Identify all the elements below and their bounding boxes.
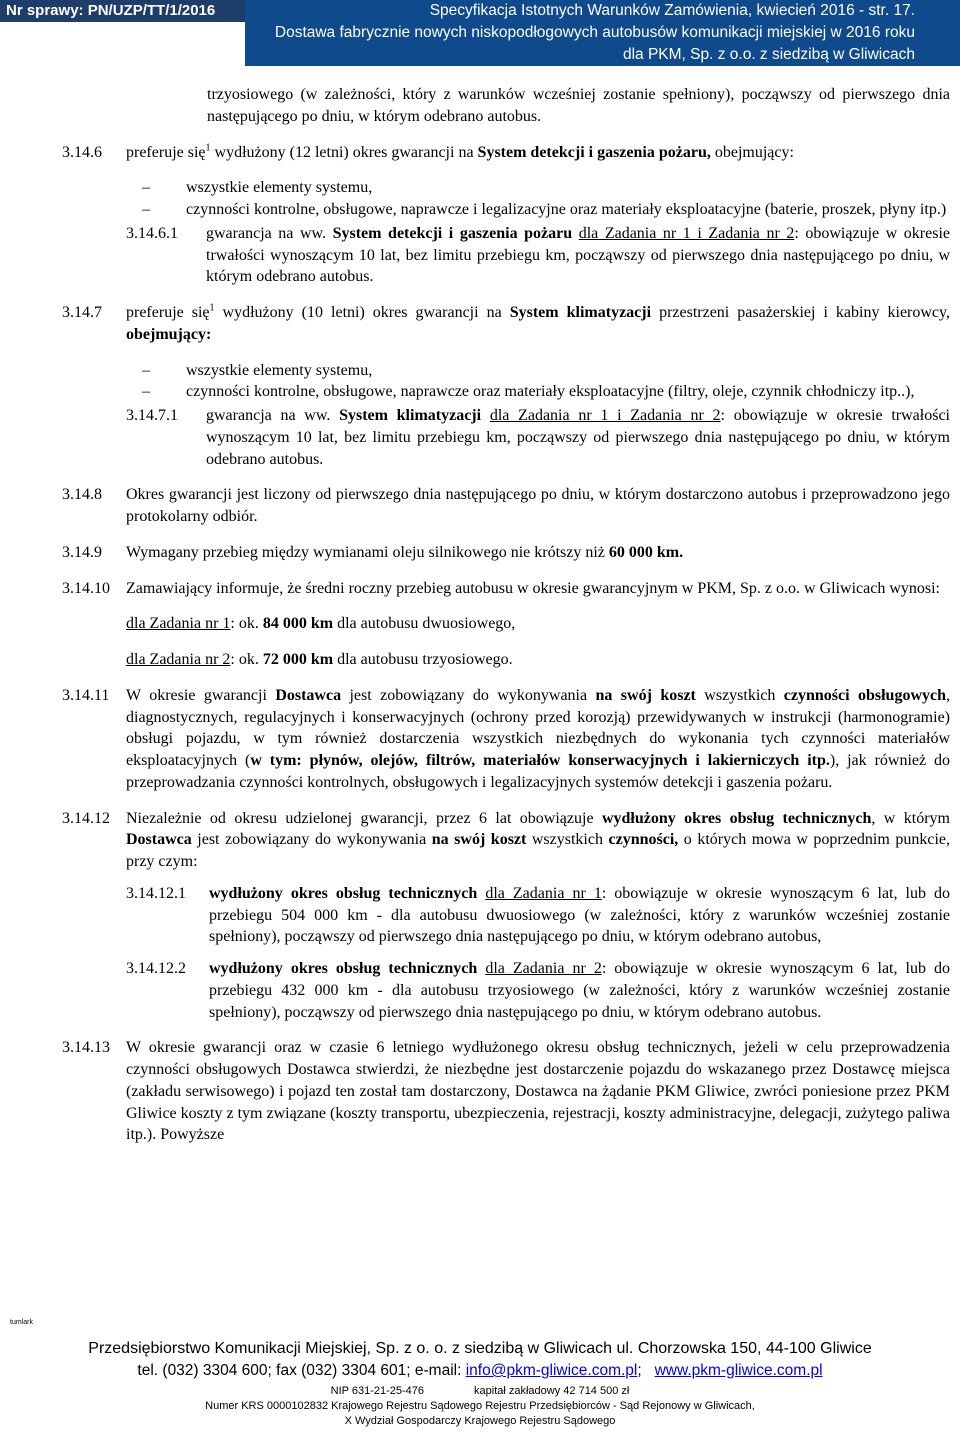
registration-line: NIP 631-21-25-476 kapitał zakładowy 42 714 500 zł bbox=[330, 1385, 630, 1397]
subsection-3-14-12-2: 3.14.12.2 wydłużony okres obsług technicznych dla Zadania nr 2: obowiązuje w okresie wynoszącym 6 lat, lub do przebiegu 432 000 km - dla autobusu trzyosiowego (w zależności, który z warunków wcześniej zostanie spełniony), począwszy od pierwszego dnia następującego po dniu, w którym odebrano autobus. bbox=[126, 960, 951, 1021]
bullet-list bbox=[62, 177, 950, 221]
header-line-1: Specyfikacja Istotnych Warunków Zamówienia, kwiecień 2016 - str. 17. bbox=[429, 2, 915, 19]
contact-line: tel. (032) 3304 600; fax (032) 3304 601; e-mail: info@pkm-gliwice.com.pl; www.pkm-gliwice.com.pl bbox=[137, 1362, 823, 1379]
page-footer bbox=[0, 1338, 960, 1429]
section-3-14-9: 3.14.9 Wymagany przebieg między wymianami oleju silnikowego nie krótszy niż 60 000 km. bbox=[62, 543, 684, 561]
mileage-task-1: dla Zadania nr 1: ok. 84 000 km dla autobusu dwuosiowego, bbox=[126, 615, 516, 633]
section-number: 3.14.6 bbox=[62, 143, 102, 161]
email-link[interactable]: info@pkm-gliwice.com.pl bbox=[465, 1362, 638, 1379]
intro-paragraph: trzyosiowego (w zależności, który z warunków wcześniej zostanie spełniony), począwszy od pierwszego dnia następującego po dniu, w którym odebrano autobus. bbox=[207, 86, 950, 125]
footer-mark: tumlark bbox=[10, 1319, 33, 1326]
krs-line-2: X Wydział Gospodarczy Krajowego Rejestru Sądowego bbox=[344, 1415, 616, 1427]
header-line-3: dla PKM, Sp. z o.o. z siedzibą w Gliwicach bbox=[622, 46, 915, 63]
document-body bbox=[62, 84, 950, 1146]
section-3-14-8: 3.14.8 Okres gwarancji jest liczony od pierwszego dnia następującego po dniu, w którym dostarczono autobus i przeprowadzono jego protokolarny odbiór. bbox=[62, 486, 950, 525]
section-3-14-11: 3.14.11 W okresie gwarancji Dostawca jest zobowiązany do wykonywania na swój koszt wszystkich czynności obsługowych, diagnostycznych, regulacyjnych i konserwacyjnych (ochrony przed korozją) przewidywanych w instrukcji (harmonogramie) obsługi pojazdu, w tym również dostarczenia wszystkich niezbędnych do wykonania tych czynności materiałów eksploatacyjnych (w tym: płynów, olejów, filtrów, materiałów konserwacyjnych i lakierniczych itp.), jak również do przeprowadzania czynności kontrolnych, obsługowych i legalizacyjnych systemów detekcji i gaszenia pożaru. bbox=[62, 686, 951, 791]
list-item: – czynności kontrolne, obsługowe, naprawcze i legalizacyjne oraz materiały eksploatacyjne (baterie, proszek, płyny itp.) bbox=[62, 199, 950, 221]
dash-icon: – bbox=[142, 179, 150, 197]
dash-icon: – bbox=[142, 201, 150, 218]
section-3-14-6: 3.14.6 preferuje się$^1$ wydłużony (12 letni) okres gwarancji na System detekcji i gaszenia pożaru, obejmujący: bbox=[62, 142, 950, 164]
mileage-task-2: dla Zadania nr 2: ok. 72 000 km dla autobusu trzyosiowego. bbox=[126, 651, 513, 668]
page-header bbox=[0, 0, 960, 66]
list-item: – czynności kontrolne, obsługowe, naprawcze oraz materiały eksploatacyjne (filtry, oleje, czynnik chłodniczy itp..), bbox=[62, 381, 950, 403]
subsection-3-14-6-1: 3.14.6.1 gwarancja na ww. System detekcji i gaszenia pożaru dla Zadania nr 1 i Zadania nr 2: obowiązuje w okresie trwałości wynoszącym 10 lat, bez limitu przebiegu km, począwszy od pierwszego dnia następującego po dniu, w którym odebrano autobus. bbox=[126, 224, 950, 286]
bullet-list bbox=[62, 360, 950, 404]
dash-icon: – bbox=[142, 383, 150, 401]
list-item: – wszystkie elementy systemu, bbox=[62, 177, 950, 199]
section-3-14-10: 3.14.10 Zamawiający informuje, że średni roczny przebieg autobusu w okresie gwarancyjnym w PKM, Sp. z o.o. w Gliwicach wynosi: bbox=[62, 579, 940, 597]
section-3-14-13: 3.14.13 W okresie gwarancji oraz w czasie 6 letniego wydłużonego okresu obsług technicznych, jeżeli w celu przeprowadzenia czynności obsługowych Dostawca stwierdzi, że niezbędne jest dostarczenie pojazdu do wskazanego przez Dostawcę miejsca (zakładu serwisowego) i pojazd ten został tam dostarczony, Dostawca na żądanie PKM Gliwice, zwróci poniesione przez PKM Gliwice koszty z tym związane (koszty transportu, ubezpieczenia, rejestracji, koszty administracyjne, delegacji, zużytego paliwa itp.). Powyższe bbox=[62, 1039, 950, 1144]
dash-icon: – bbox=[142, 361, 150, 379]
header-line-2: Dostawa fabrycznie nowych niskopodłogowych autobusów komunikacji miejskiej w 2016 roku bbox=[274, 24, 915, 41]
list-item: – wszystkie elementy systemu, bbox=[62, 360, 950, 382]
subsection-3-14-7-1: 3.14.7.1 gwarancja na ww. System klimatyzacji dla Zadania nr 1 i Zadania nr 2: obowiązuje w okresie trwałości wynoszącym 10 lat, bez limitu przebiegu km, począwszy od pierwszego dnia następującego po dniu, w którym odebrano autobus. bbox=[126, 407, 950, 468]
company-address: Przedsiębiorstwo Komunikacji Miejskiej, Sp. z o. o. z siedzibą w Gliwicach ul. Chorzowska 150, 44-100 Gliwice bbox=[88, 1340, 872, 1357]
case-number: Nr sprawy: PN/UZP/TT/1/2016 bbox=[0, 0, 245, 22]
section-3-14-12: 3.14.12 Niezależnie od okresu udzielonej gwarancji, przez 6 lat obowiązuje wydłużony okres obsług technicznych, w którym Dostawca jest zobowiązany do wykonywania na swój koszt wszystkich czynności, o których mowa w poprzednim punkcie, przy czym: bbox=[62, 809, 950, 870]
header-title-block bbox=[245, 0, 960, 66]
subsection-3-14-12-1: 3.14.12.1 wydłużony okres obsług technicznych dla Zadania nr 1: obowiązuje w okresie wynoszącym 6 lat, lub do przebiegu 504 000 km - dla autobusu dwuosiowego (w zależności, który z warunków wcześniej zostanie spełniony), począwszy od pierwszego dnia następującego po dniu, w którym odebrano autobus, bbox=[126, 884, 951, 946]
website-link[interactable]: www.pkm-gliwice.com.pl bbox=[654, 1362, 823, 1379]
krs-line: Numer KRS 0000102832 Krajowego Rejestru Sądowego Rejestru Przedsiębiorców - Sąd Rejonowy w Gliwicach, bbox=[205, 1400, 755, 1412]
section-3-14-7: 3.14.7 preferuje się$^1$ wydłużony (10 letni) okres gwarancji na System klimatyzacji przestrzeni pasażerskiej i kabiny kierowcy, obejmujący: bbox=[62, 302, 950, 343]
